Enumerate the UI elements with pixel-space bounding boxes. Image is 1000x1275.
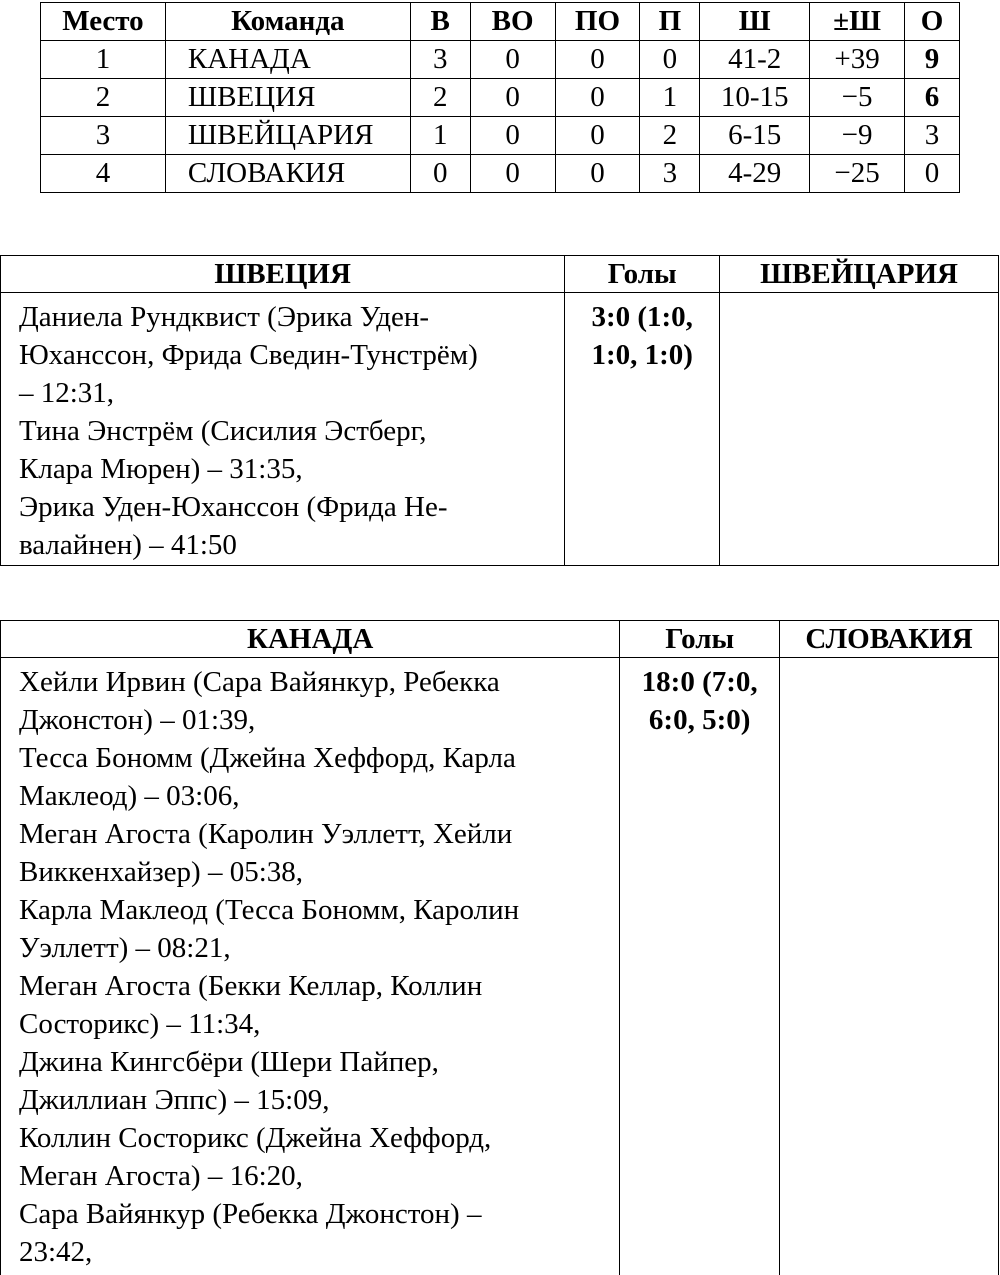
score-line: 1:0, 1:0): [565, 336, 719, 374]
goal-line: валайнен) – 41:50: [19, 526, 556, 564]
cell-goal-diff: +39: [810, 41, 905, 79]
home-team-header: ШВЕЦИЯ: [1, 256, 565, 293]
score-line: 6:0, 5:0): [620, 701, 779, 739]
goal-line: Уэллетт) – 08:21,: [19, 929, 611, 967]
home-goals-list: [1, 293, 565, 566]
cell-ot-losses: 0: [555, 117, 640, 155]
match-table-canada-slovakia: [0, 620, 999, 1275]
cell-team: СЛОВАКИЯ: [165, 155, 410, 193]
cell-points: 9: [905, 41, 960, 79]
cell-goal-diff: −5: [810, 79, 905, 117]
match-header-row: [1, 621, 999, 658]
cell-goal-diff: −25: [810, 155, 905, 193]
goal-line: Карла Маклеод (Тесса Бономм, Каролин: [19, 891, 611, 929]
header-place: Место: [41, 3, 166, 41]
goal-line: Даниела Рундквист (Эрика Уден-: [19, 298, 556, 336]
cell-team: ШВЕЦИЯ: [165, 79, 410, 117]
match-score: [565, 293, 720, 566]
cell-place: 3: [41, 117, 166, 155]
match-score: [620, 658, 780, 1275]
home-team-header: КАНАДА: [1, 621, 620, 658]
goals-header: Голы: [620, 621, 780, 658]
table-row: [41, 41, 960, 79]
goal-line: Меган Агоста (Каролин Уэллетт, Хейли: [19, 815, 611, 853]
cell-team: ШВЕЙЦАРИЯ: [165, 117, 410, 155]
match-body-row: [1, 658, 999, 1275]
goal-line: Состорикс) – 11:34,: [19, 1005, 611, 1043]
header-team: Команда: [165, 3, 410, 41]
goal-line: Юханссон, Фрида Сведин-Тунстрём): [19, 336, 556, 374]
goal-line: – 12:31,: [19, 374, 556, 412]
away-goals-list: [780, 658, 999, 1275]
cell-goals: 10-15: [700, 79, 810, 117]
cell-goals: 4-29: [700, 155, 810, 193]
score-line: 3:0 (1:0,: [565, 298, 719, 336]
standings-header-row: [41, 3, 960, 41]
header-losses: П: [640, 3, 700, 41]
cell-points: 0: [905, 155, 960, 193]
away-goals-list: [720, 293, 999, 566]
cell-wins: 1: [410, 117, 470, 155]
goal-line: Виккенхайзер) – 05:38,: [19, 853, 611, 891]
goal-line: Меган Агоста) – 16:20,: [19, 1157, 611, 1195]
table-row: [41, 79, 960, 117]
header-ot-wins: ВО: [470, 3, 555, 41]
cell-ot-wins: 0: [470, 79, 555, 117]
goal-line: Джиллиан Эппс) – 15:09,: [19, 1081, 611, 1119]
cell-goals: 41-2: [700, 41, 810, 79]
match-body-row: [1, 293, 999, 566]
cell-losses: 3: [640, 155, 700, 193]
cell-team: КАНАДА: [165, 41, 410, 79]
cell-goal-diff: −9: [810, 117, 905, 155]
cell-losses: 0: [640, 41, 700, 79]
goal-line: Маклеод) – 03:06,: [19, 777, 611, 815]
cell-points: 3: [905, 117, 960, 155]
cell-wins: 0: [410, 155, 470, 193]
goals-header: Голы: [565, 256, 720, 293]
goal-line: Джина Кингсбёри (Шери Пайпер,: [19, 1043, 611, 1081]
goal-line: Тина Энстрём (Сисилия Эстберг,: [19, 412, 556, 450]
cell-ot-losses: 0: [555, 155, 640, 193]
header-goal-diff: ±Ш: [810, 3, 905, 41]
match-header-row: [1, 256, 999, 293]
cell-losses: 2: [640, 117, 700, 155]
goal-line: 23:42,: [19, 1233, 611, 1271]
goal-line: Хейли Ирвин (Сара Вайянкур, Ребекка: [19, 663, 611, 701]
header-goals: Ш: [700, 3, 810, 41]
table-row: [41, 155, 960, 193]
standings-table: [40, 2, 960, 193]
goal-line: Коллин Состорикс (Джейна Хеффорд,: [19, 1119, 611, 1157]
header-ot-losses: ПО: [555, 3, 640, 41]
cell-ot-losses: 0: [555, 79, 640, 117]
header-points: О: [905, 3, 960, 41]
goal-line: Тесса Бономм (Джейна Хеффорд, Карла: [19, 739, 611, 777]
cell-place: 1: [41, 41, 166, 79]
away-team-header: ШВЕЙЦАРИЯ: [720, 256, 999, 293]
cell-losses: 1: [640, 79, 700, 117]
cell-goals: 6-15: [700, 117, 810, 155]
goal-line: Сара Вайянкур (Ребекка Джонстон) –: [19, 1195, 611, 1233]
away-team-header: СЛОВАКИЯ: [780, 621, 999, 658]
cell-place: 4: [41, 155, 166, 193]
cell-ot-wins: 0: [470, 155, 555, 193]
header-wins: В: [410, 3, 470, 41]
cell-wins: 2: [410, 79, 470, 117]
cell-ot-wins: 0: [470, 117, 555, 155]
cell-ot-wins: 0: [470, 41, 555, 79]
table-row: [41, 117, 960, 155]
goal-line: Эрика Уден-Юханссон (Фрида Не-: [19, 488, 556, 526]
goal-line: Клара Мюрен) – 31:35,: [19, 450, 556, 488]
cell-place: 2: [41, 79, 166, 117]
goal-line: Меган Агоста (Бекки Келлар, Коллин: [19, 967, 611, 1005]
cell-points: 6: [905, 79, 960, 117]
goal-line: Джонстон) – 01:39,: [19, 701, 611, 739]
match-table-sweden-switzerland: [0, 255, 999, 566]
home-goals-list: [1, 658, 620, 1275]
score-line: 18:0 (7:0,: [620, 663, 779, 701]
cell-wins: 3: [410, 41, 470, 79]
cell-ot-losses: 0: [555, 41, 640, 79]
